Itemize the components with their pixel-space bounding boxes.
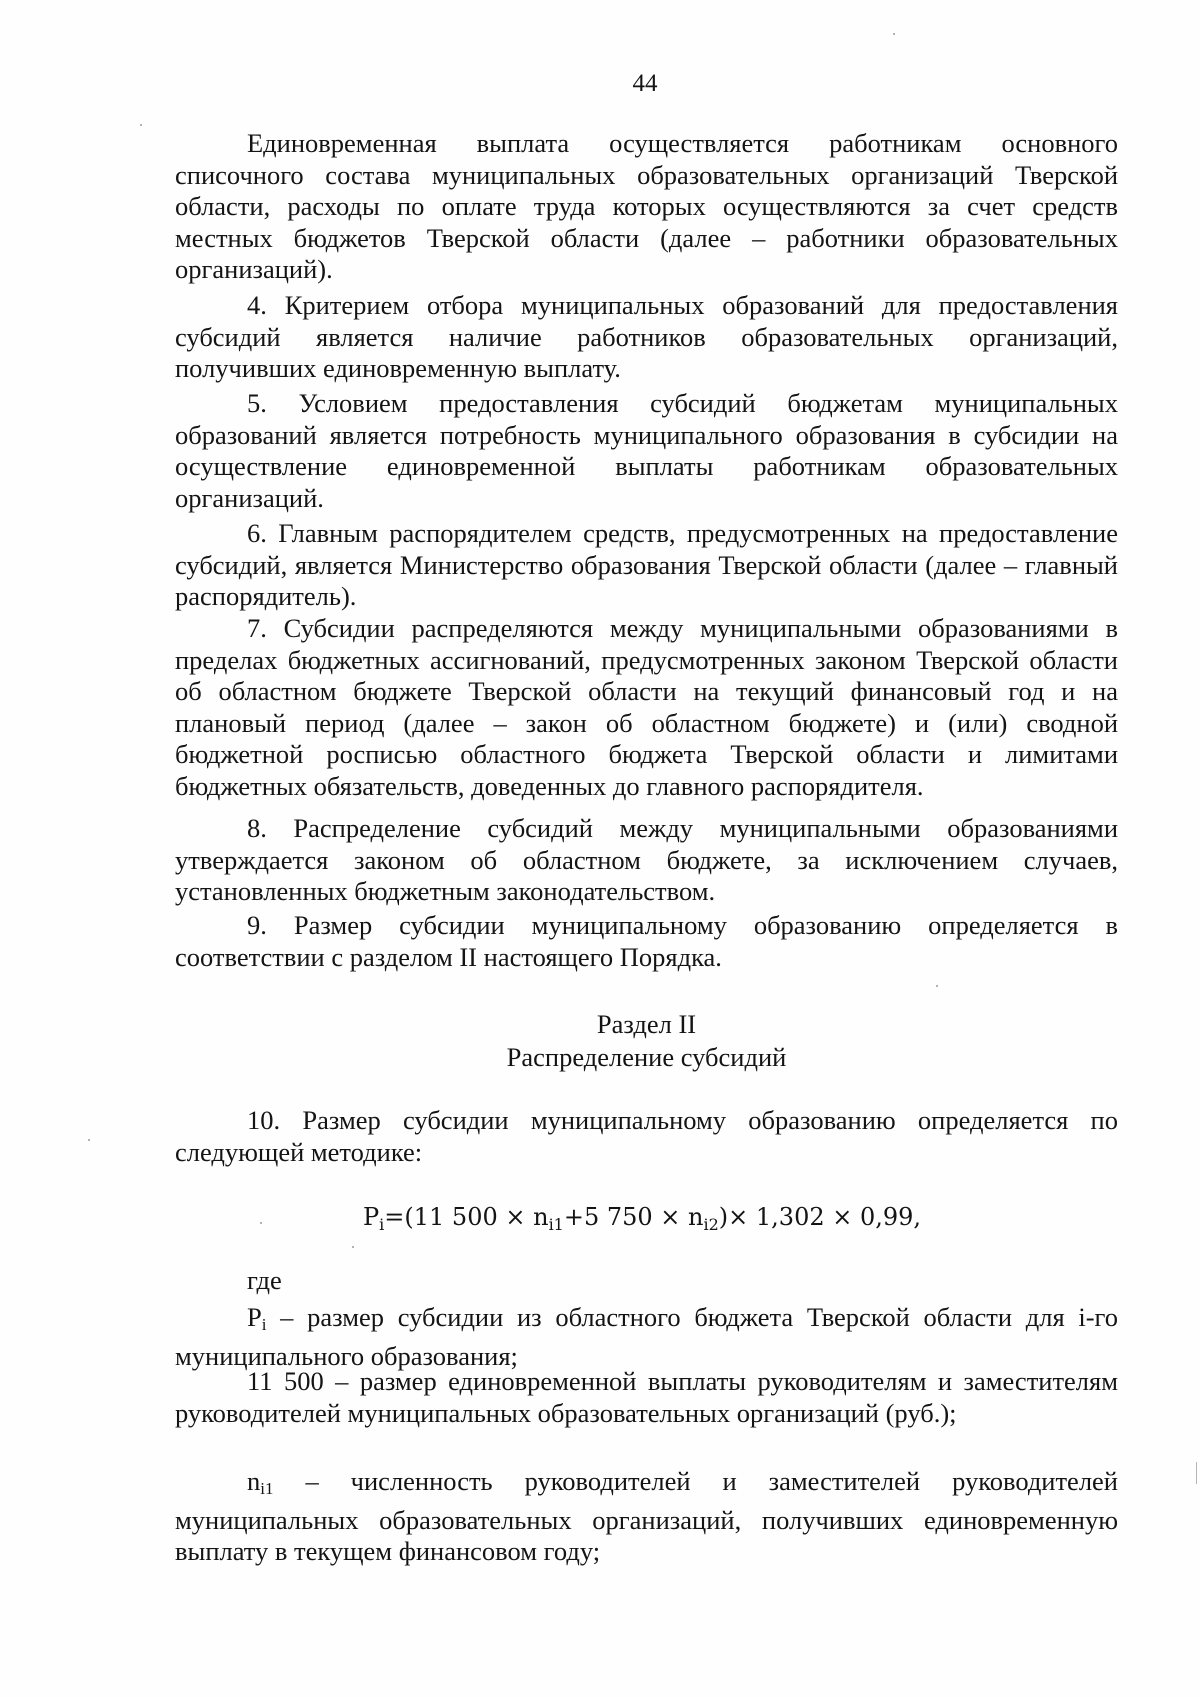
symbol-base: P	[247, 1302, 262, 1332]
scan-speck	[893, 33, 895, 35]
paragraph-text: 7. Субсидии распределяются между муниципальными образованиями в пределах бюджетных ассигнований, предусмотренных законом Тверской области об областном бюджете Тверской области на текущий финансовый год и на плановый период (далее – закон об областном бюджете) и (или) сводной бюджетной росписью областного бюджета Тверской области и лимитами бюджетных обязательств, доведенных до главного распорядителя.	[175, 613, 1118, 801]
scan-speck	[260, 1222, 262, 1224]
paragraph-intro	[175, 128, 1118, 286]
section-subheading: Распределение субсидий	[506, 1042, 787, 1072]
definition-symbol: 11 500	[247, 1366, 324, 1396]
definition-ni1	[175, 1466, 1118, 1568]
definition-text: – размер единовременной выплаты руководителям и заместителям руководителей муниципальных образовательных организаций (руб.);	[175, 1366, 1118, 1428]
scan-edge-mark	[1196, 1462, 1197, 1484]
paragraph-10	[175, 1105, 1118, 1168]
definition-symbol	[247, 1302, 266, 1332]
paragraph-4	[175, 290, 1118, 385]
scan-speck	[140, 124, 142, 126]
scan-speck	[88, 1139, 90, 1141]
paragraph-text: 5. Условием предоставления субсидий бюджетам муниципальных образований является потребность муниципального образования в субсидии на осуществление единовременной выплаты работникам образовательных организаций.	[175, 388, 1118, 513]
definition-symbol	[247, 1466, 273, 1496]
formula-lhs: P	[363, 1203, 380, 1231]
formula-part-c: )× 1,302 × 0,99,	[718, 1203, 922, 1231]
scan-speck	[352, 1246, 354, 1248]
symbol-base: n	[247, 1466, 261, 1496]
paragraph-text: 4. Критерием отбора муниципальных образований для предоставления субсидий является наличие работников образовательных организаций, получивших единовременную выплату.	[175, 290, 1118, 383]
symbol-subscript: i	[261, 1315, 267, 1334]
where-label-block	[175, 1265, 1118, 1297]
definition-11500	[175, 1366, 1118, 1429]
page-number: 44	[632, 70, 658, 97]
paragraph-text: 6. Главным распорядителем средств, предусмотренных на предоставление субсидий, является Министерство образования Тверской области (далее – главный распорядитель).	[175, 518, 1118, 611]
paragraph-6	[175, 518, 1118, 613]
symbol-subscript: i1	[260, 1479, 274, 1498]
definition-text: – размер субсидии из областного бюджета Тверской области для i-го муниципального образования;	[175, 1302, 1118, 1371]
paragraph-text: Единовременная выплата осуществляется работникам основного списочного состава муниципальных образовательных организаций Тверской области, расходы по оплате труда которых осуществляются за счет средств местных бюджетов Тверской области (далее – работники образовательных организаций).	[175, 128, 1118, 284]
paragraph-9	[175, 910, 1118, 973]
formula-lhs-subscript: i	[379, 1215, 385, 1234]
paragraph-text: 8. Распределение субсидий между муниципальными образованиями утверждается законом об областном бюджете, за исключением случаев, установленных бюджетным законодательством.	[175, 813, 1118, 906]
paragraph-8	[175, 813, 1118, 908]
formula-part-a: =(11 500 × n	[384, 1203, 549, 1231]
definition-pi	[175, 1302, 1118, 1372]
paragraph-5	[175, 388, 1118, 514]
paragraph-text: 9. Размер субсидии муниципальному образованию определяется в соответствии с разделом II настоящего Порядка.	[175, 910, 1118, 972]
formula-subscript-b: i2	[703, 1215, 719, 1234]
definition-text: – численность руководителей и заместителей руководителей муниципальных образовательных организаций, получивших единовременную выплату в текущем финансовом году;	[175, 1466, 1118, 1566]
where-label: где	[247, 1265, 282, 1295]
section-heading: Раздел II	[596, 1009, 697, 1039]
formula-subscript-a: i1	[548, 1215, 564, 1234]
scan-speck	[936, 985, 938, 987]
subsidy-formula	[363, 1200, 921, 1242]
paragraph-7	[175, 613, 1118, 802]
paragraph-text: 10. Размер субсидии муниципальному образованию определяется по следующей методике:	[175, 1105, 1118, 1167]
formula-part-b: +5 750 × n	[563, 1203, 704, 1231]
